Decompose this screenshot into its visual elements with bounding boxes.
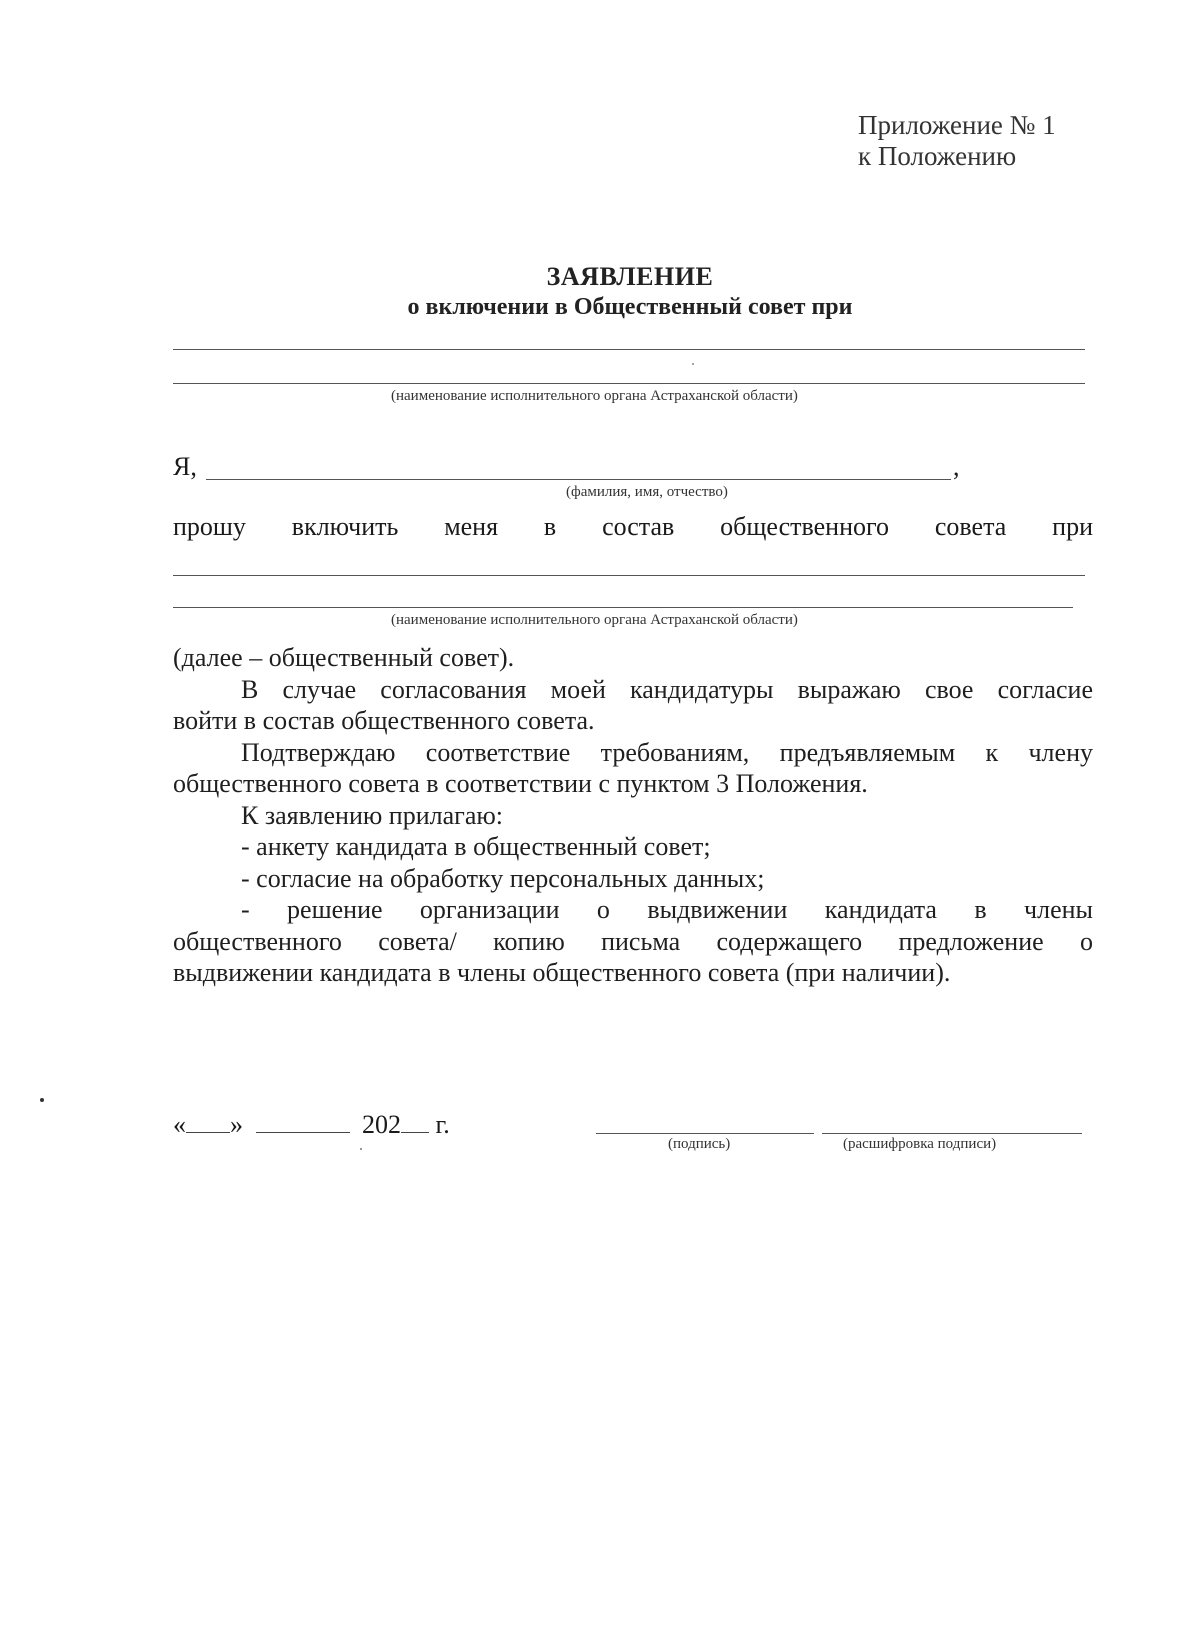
attachment-item-questionnaire: - анкету кандидата в общественный совет; [241,832,711,861]
scan-speck [360,1148,362,1150]
request-word: меня [444,512,499,541]
attachment-item-decision-line-2: общественного совета/ копию письма содержащего предложение о [173,926,1093,956]
council-organ-line-1[interactable] [173,575,1085,576]
council-organ-caption: (наименование исполнительного органа Астраханской области) [391,612,798,628]
month-blank[interactable] [256,1110,350,1133]
body-text [173,642,1093,989]
organ-name-line-2[interactable] [173,383,1085,384]
attachment-item-decision-line-1: - решение организации о выдвижении кандидата в члены [241,895,1093,924]
appendix-line-2: к Положению [858,141,1017,171]
attachment-item-decision-line-3: выдвижении кандидата в члены общественного совета (при наличии). [173,958,951,987]
year-blank[interactable] [401,1110,429,1133]
fio-caption: (фамилия, имя, отчество) [566,484,728,500]
ya-prefix: Я, [173,452,197,481]
request-word: состав [602,512,675,541]
organ-name-caption: (наименование исполнительного органа Астраханской области) [391,388,798,404]
appendix-header [858,110,1056,172]
applicant-name-line[interactable] [206,479,951,480]
request-word: прошу [173,512,246,541]
request-word: включить [291,512,399,541]
applicant-name-comma: , [953,452,960,481]
appendix-line-1: Приложение № 1 [858,110,1056,140]
scan-speck [40,1098,44,1102]
day-blank[interactable] [186,1110,230,1133]
document-subtitle: о включении в Общественный совет при [407,294,853,320]
organ-name-line-1[interactable] [173,349,1085,350]
request-word: в [543,512,557,541]
date-close-quote: » [230,1110,243,1139]
date-row [173,1110,450,1140]
signature-caption: (подпись) [668,1136,731,1152]
signature-decoding-line[interactable] [822,1133,1082,1134]
applicant-name-row [173,452,197,482]
paragraph-consent-line-1: В случае согласования моей кандидатуры выражаю свое согласие [241,674,1093,704]
scan-speck [692,363,694,365]
request-word: при [1052,512,1093,541]
paragraph-consent-line-2: войти в состав общественного совета. [173,706,595,735]
request-word: совета [934,512,1007,541]
council-organ-line-2[interactable] [173,607,1073,608]
paragraph-hereinafter: (далее – общественный совет). [173,643,515,672]
year-suffix: г. [435,1110,450,1139]
paragraph-confirm-line-2: общественного совета в соответствии с пунктом 3 Положения. [173,769,868,798]
year-prefix: 202 [362,1110,401,1139]
paragraph-confirm-line-1: Подтверждаю соответствие требованиям, предъявляемым к члену [241,737,1093,767]
request-line [173,512,1093,542]
date-open-quote: « [173,1110,186,1139]
attachment-item-consent: - согласие на обработку персональных данных; [241,863,765,893]
signature-line[interactable] [596,1133,814,1134]
request-word: общественного [720,512,890,541]
paragraph-attachments-heading: К заявлению прилагаю: [241,800,504,830]
document-title: ЗАЯВЛЕНИЕ [546,262,714,291]
signature-decoding-caption: (расшифровка подписи) [843,1136,997,1152]
